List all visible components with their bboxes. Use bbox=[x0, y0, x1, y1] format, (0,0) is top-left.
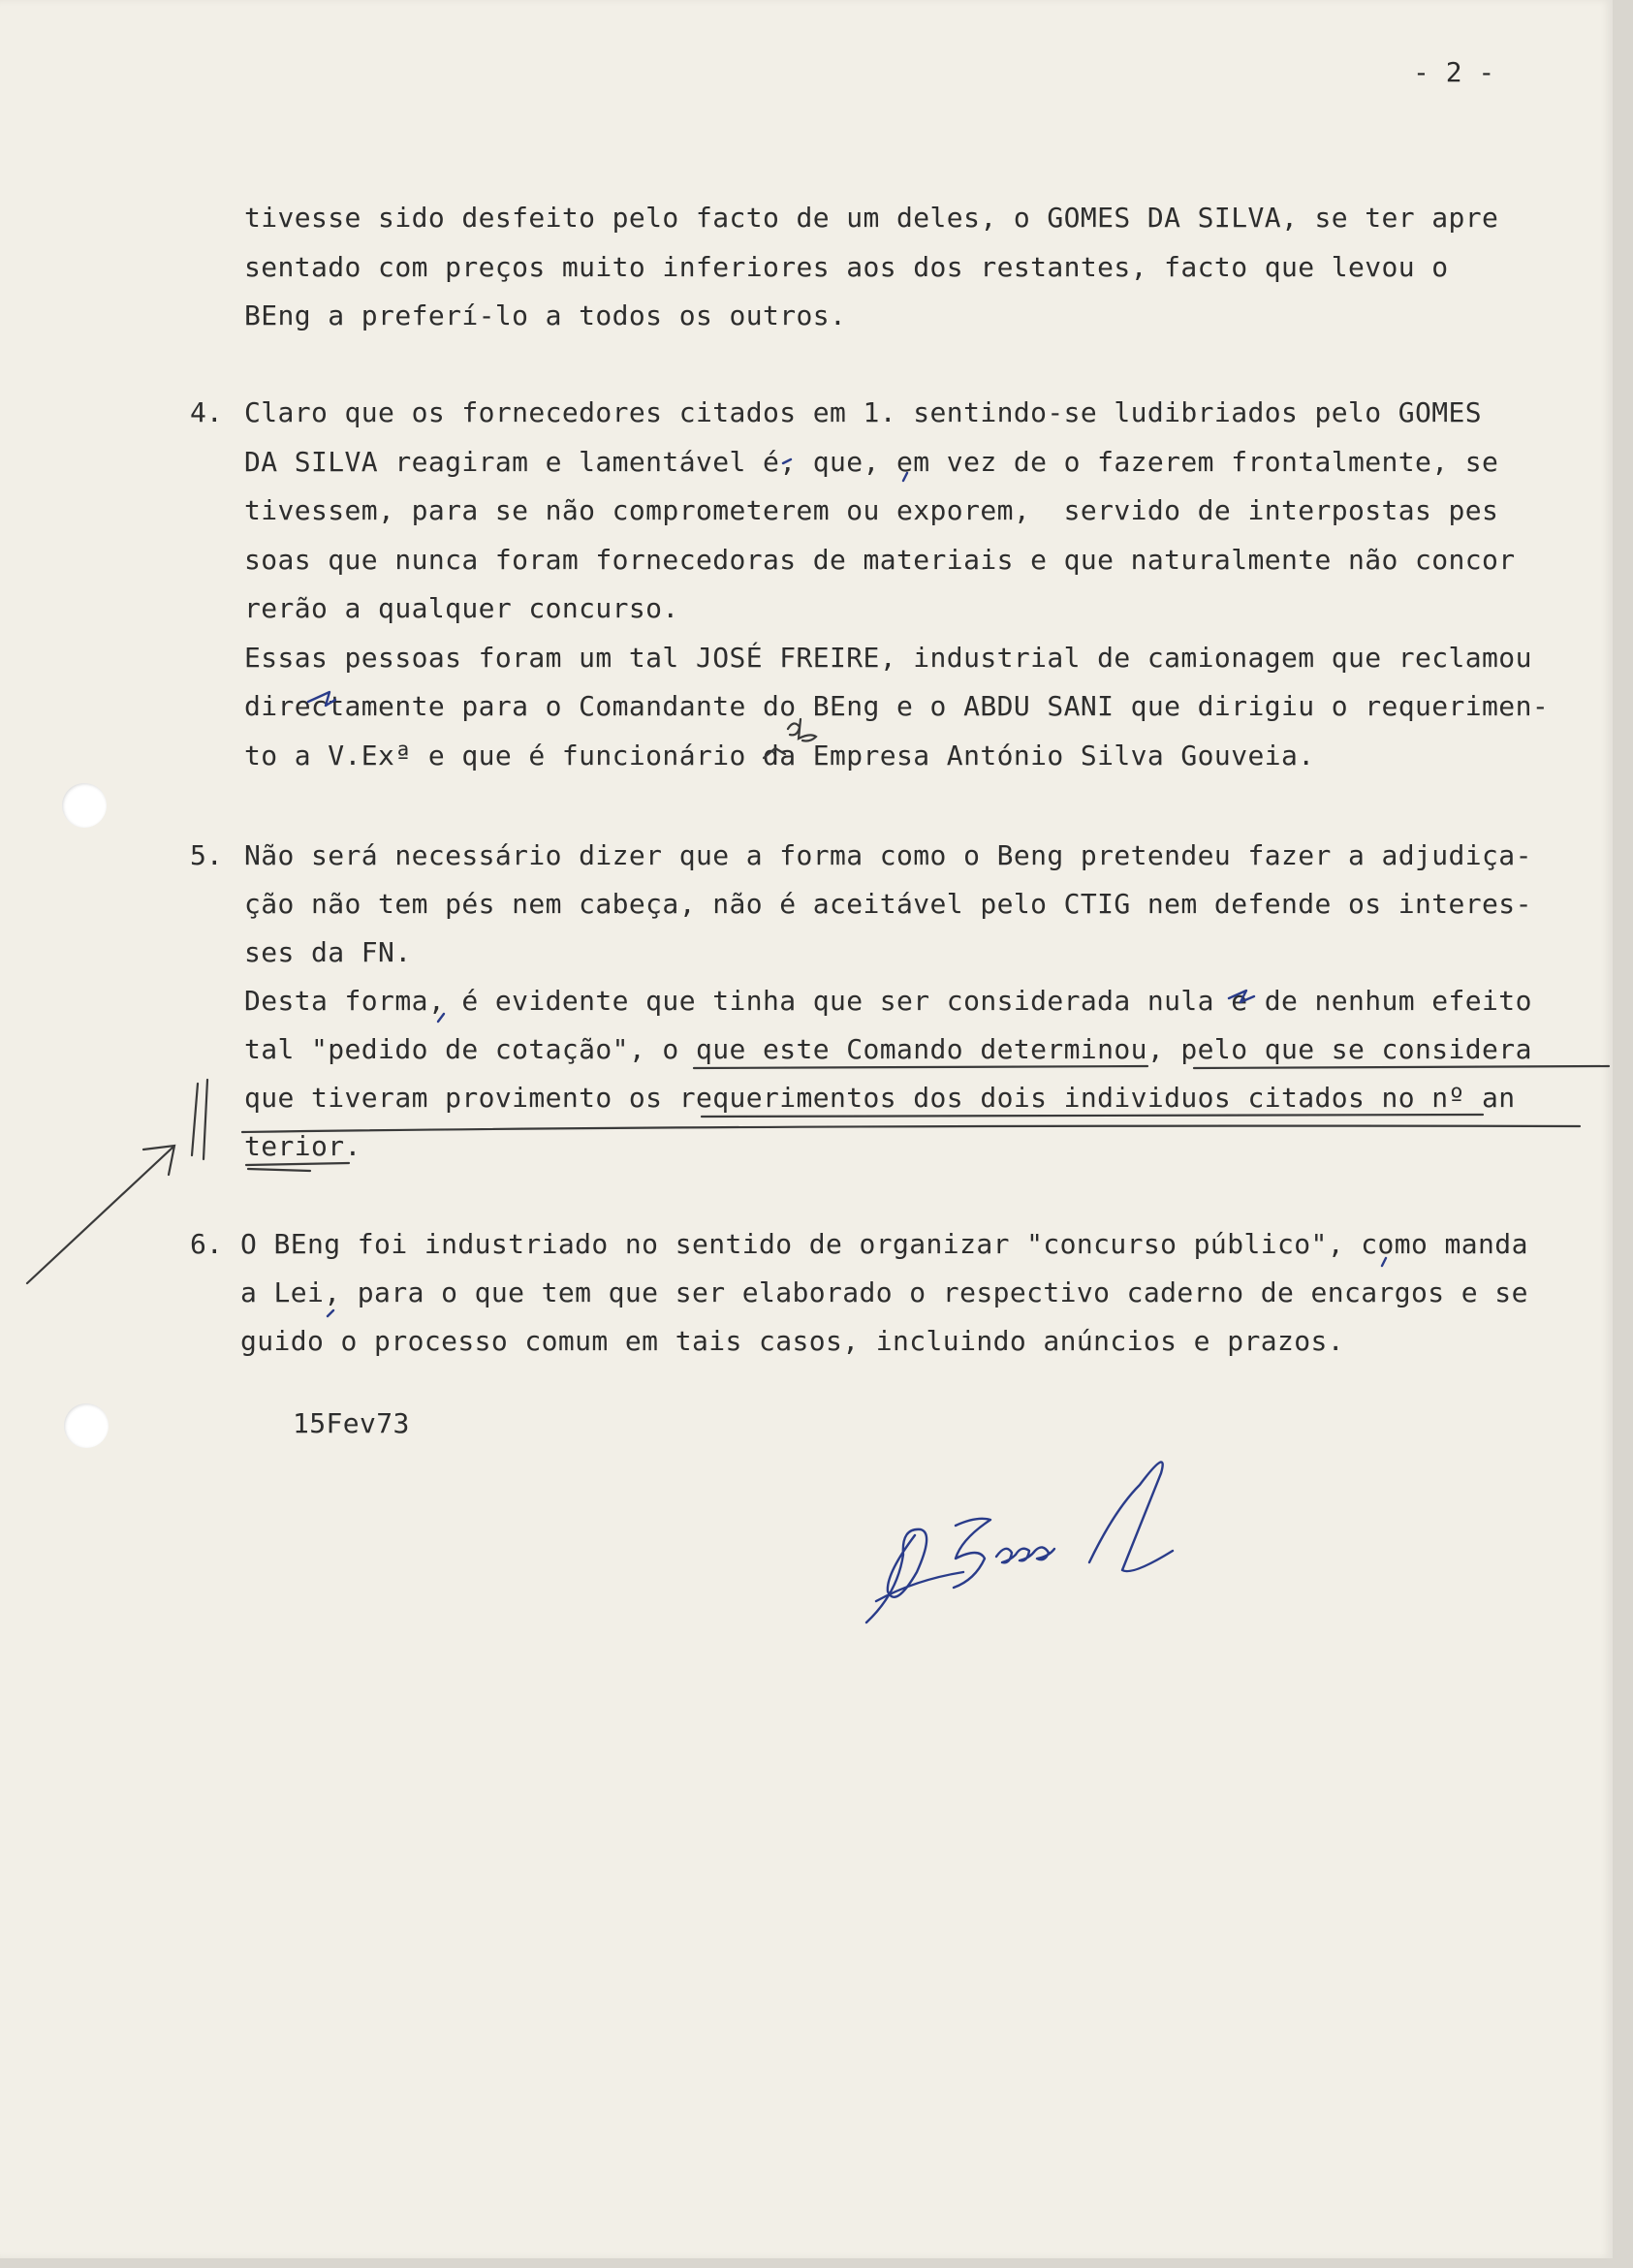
text-line: ção não tem pés nem cabeça, não é aceitável pelo CTIG nem defende os interes- bbox=[244, 888, 1532, 920]
pencil-underlines bbox=[242, 1066, 1609, 1171]
text-line: a Lei, para o que tem que ser elaborado o respectivo caderno de encargos e se bbox=[240, 1276, 1528, 1308]
paragraph-number: 4. bbox=[190, 396, 223, 428]
margin-marks bbox=[27, 1080, 207, 1283]
paragraph-number: 6. bbox=[190, 1228, 223, 1260]
text-line: rerão a qualquer concurso. bbox=[244, 592, 679, 624]
inserted-comma bbox=[783, 459, 907, 481]
paragraph-number: 5. bbox=[190, 839, 223, 871]
correction-mark bbox=[308, 692, 335, 706]
text-line: tivesse sido desfeito pelo facto de um deles, o GOMES DA SILVA, se ter apre bbox=[244, 202, 1499, 234]
text-line: directamente para o Comandante do BEng e o ABDU SANI que dirigiu o requerimen- bbox=[244, 690, 1550, 722]
text-line: Essas pessoas foram um tal JOSÉ FREIRE, industrial de camionagem que reclamou bbox=[244, 642, 1532, 674]
handwritten-insertion bbox=[764, 719, 816, 758]
text-line: soas que nunca foram fornecedoras de materiais e que naturalmente não concor bbox=[244, 544, 1516, 576]
text-line: tal "pedido de cotação", o que este Comando determinou, pelo que se considera bbox=[244, 1033, 1532, 1065]
page-number: - 2 - bbox=[1413, 56, 1495, 88]
text-line: sentado com preços muito inferiores aos dos restantes, facto que levou o bbox=[244, 251, 1449, 283]
text-line: tivessem, para se não comprometerem ou exporem, servido de interpostas pes bbox=[244, 494, 1499, 526]
text-line: Claro que os fornecedores citados em 1. sentindo-se ludibriados pelo GOMES bbox=[244, 396, 1483, 428]
signature bbox=[866, 1462, 1173, 1622]
inserted-comma bbox=[438, 1014, 444, 1022]
correction-mark bbox=[1229, 991, 1254, 1002]
text-line: Não será necessário dizer que a forma como o Beng pretendeu fazer a adjudiça- bbox=[244, 839, 1532, 871]
text-line: O BEng foi industriado no sentido de organizar "concurso público", como manda bbox=[240, 1228, 1528, 1260]
text-line: terior. bbox=[244, 1130, 361, 1162]
text-line: que tiveram provimento os requerimentos dos dois individuos citados no nº an bbox=[244, 1082, 1516, 1114]
inserted-comma bbox=[328, 1258, 1386, 1316]
document-date: 15Fev73 bbox=[293, 1407, 410, 1439]
text-line: Desta forma, é evidente que tinha que ser considerada nula e de nenhum efeito bbox=[244, 985, 1532, 1017]
text-line: to a V.Exª e que é funcionário da Empresa António Silva Gouveia. bbox=[244, 740, 1315, 772]
text-line: DA SILVA reagiram e lamentável é, que, em vez de o fazerem frontalmente, se bbox=[244, 446, 1499, 478]
text-line: ses da FN. bbox=[244, 936, 412, 968]
text-line: BEng a preferí-lo a todos os outros. bbox=[244, 299, 847, 331]
text-line: guido o processo comum em tais casos, incluindo anúncios e prazos. bbox=[240, 1325, 1344, 1357]
